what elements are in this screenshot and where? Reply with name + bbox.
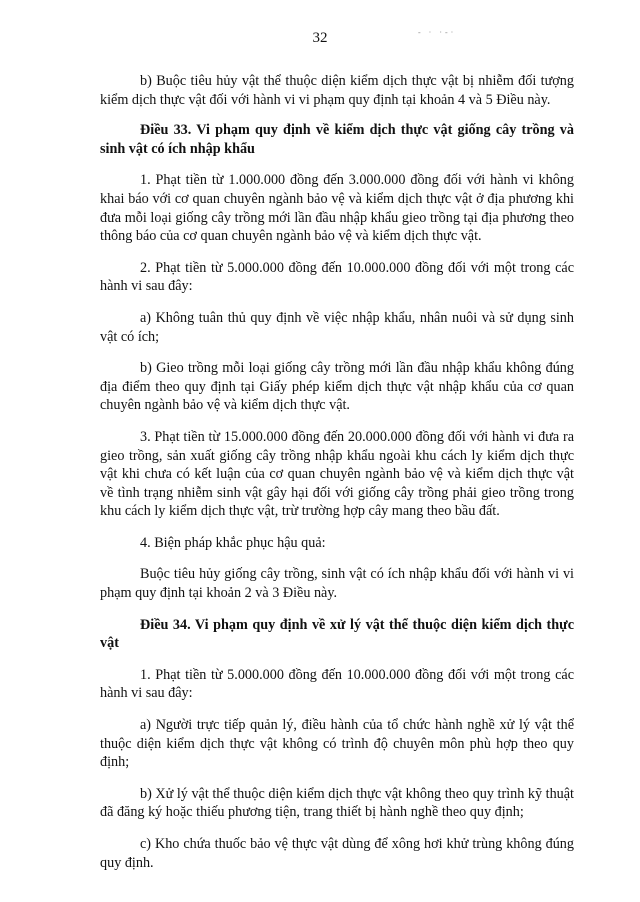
article-34-heading: Điều 34. Vi phạm quy định về xử lý vật thể thuộc diện kiểm dịch thực vật xyxy=(100,616,574,652)
article-33-clause-2: 2. Phạt tiền từ 5.000.000 đồng đến 10.000.000 đồng đối với một trong các hành vi sau đây: xyxy=(100,259,574,295)
article-33-clause-2a: a) Không tuân thủ quy định về việc nhập khẩu, nhân nuôi và sử dụng sinh vật có ích; xyxy=(100,309,574,345)
article-34-clause-1a: a) Người trực tiếp quản lý, điều hành của tổ chức hành nghề xử lý vật thể thuộc diện kiểm dịch thực vật không có trình độ chuyên môn phù hợp theo quy định; xyxy=(100,717,574,771)
page-number: 32 xyxy=(312,30,328,46)
article-33-clause-3: 3. Phạt tiền từ 15.000.000 đồng đến 20.000.000 đồng đối với hành vi đưa ra gieo trồng, sản xuất giống cây trồng nhập khẩu ngoài khu cách ly kiểm dịch thực vật khi chưa có kết luận của cơ quan chuyên ngành bảo vệ và kiểm dịch thực vật về tình trạng nhiễm sinh vật gây hại đối với giống cây trồng phải gieo trồng trong khu cách ly kiểm dịch thực vật, trừ trường hợp cây mang theo bầu đất. xyxy=(100,428,574,520)
scan-mark: - · ·-· xyxy=(418,28,457,37)
article-33-heading: Điều 33. Vi phạm quy định về kiểm dịch thực vật giống cây trồng và sinh vật có ích nhập khẩu xyxy=(100,122,574,157)
document-body xyxy=(100,72,574,885)
article-34-clause-1b: b) Xử lý vật thể thuộc diện kiểm dịch thực vật không theo quy trình kỹ thuật đã đăng ký hoặc thiếu phương tiện, trang thiết bị hành nghề theo quy định; xyxy=(100,785,574,821)
paragraph-32-remedy-b: b) Buộc tiêu hủy vật thể thuộc diện kiểm dịch thực vật bị nhiễm đối tượng kiểm dịch thực vật đối với hành vi vi phạm quy định tại khoản 4 và 5 Điều này. xyxy=(100,73,574,108)
article-33-clause-2b: b) Gieo trồng mỗi loại giống cây trồng mới lần đầu nhập khẩu không đúng địa điểm theo quy định tại Giấy phép kiểm dịch thực vật nhập khẩu của cơ quan chuyên ngành bảo vệ và kiểm dịch thực vật. xyxy=(100,360,574,414)
article-34-clause-1: 1. Phạt tiền từ 5.000.000 đồng đến 10.000.000 đồng đối với một trong các hành vi sau đây: xyxy=(100,666,574,702)
article-33-clause-4: 4. Biện pháp khắc phục hậu quả: xyxy=(140,534,326,551)
article-34-clause-1c: c) Kho chứa thuốc bảo vệ thực vật dùng để xông hơi khử trùng không đúng quy định. xyxy=(100,836,574,871)
article-33-clause-4-body: Buộc tiêu hủy giống cây trồng, sinh vật có ích nhập khẩu đối với hành vi vi phạm quy định tại khoản 2 và 3 Điều này. xyxy=(100,566,574,602)
article-33-clause-1: 1. Phạt tiền từ 1.000.000 đồng đến 3.000.000 đồng đối với hành vi không khai báo với cơ quan chuyên ngành bảo vệ và kiểm dịch thực vật ở địa phương khi đưa mỗi loại giống cây trồng mới lần đầu nhập khẩu gieo trồng tại địa phương theo thông báo của cơ quan chuyên ngành bảo vệ và kiểm dịch thực vật. xyxy=(100,172,574,245)
